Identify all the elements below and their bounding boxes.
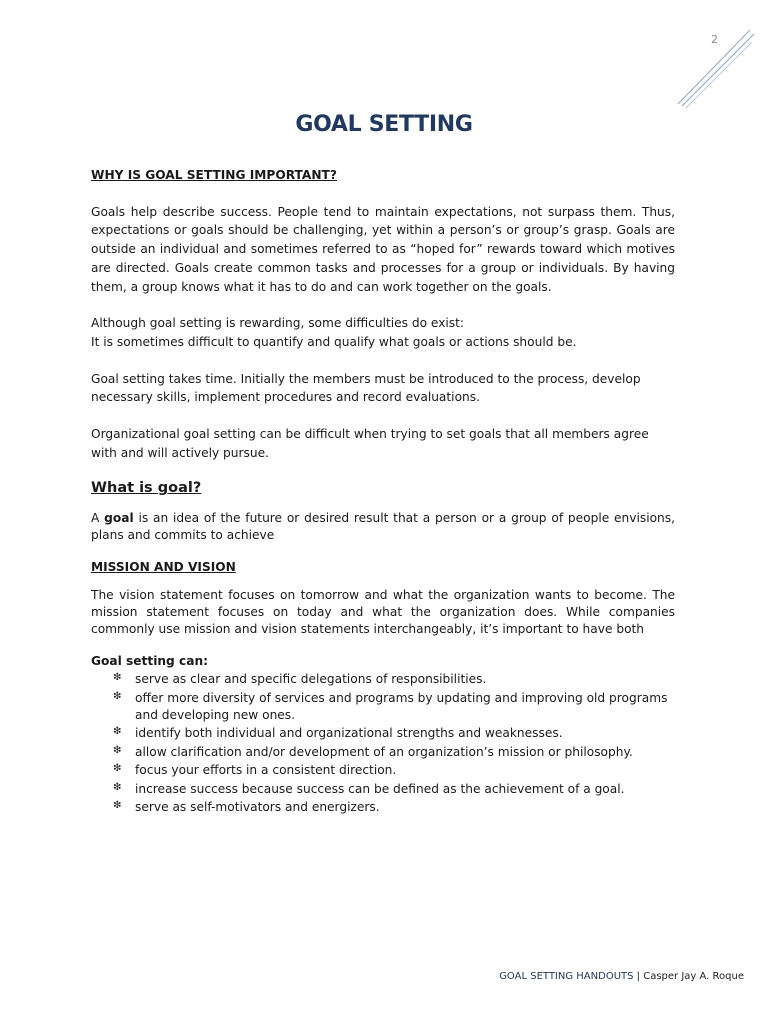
why-paragraph-1: Goals help describe success. People tend to maintain expectations, not surpass them. Thus, expectations or goals should be challenging, yet within a person’s or group’s grasp. Goals are outside an individual and sometimes referred to as “hoped for” rewards toward which motives are directed. Goals create common tasks and processes for a group or individuals. By having them, a group knows what it has to do and can work together on the goals. [91,204,675,294]
list-item-text: focus your efforts in a consistent direction. [135,763,397,778]
bullet-icon: ❇ [113,691,122,703]
list-item [113,690,675,723]
goal-definition [91,510,675,544]
footer-separator: | [636,971,641,982]
footer-title: GOAL SETTING HANDOUTS [499,971,634,982]
goal-definition-prefix: A [91,511,105,526]
list-item [113,725,675,742]
list-item-text: increase success because success can be defined as the achievement of a goal. [135,781,625,796]
list-item [113,799,675,816]
list-item-text: identify both individual and organizational strengths and weaknesses. [135,726,563,741]
list-item-text: serve as clear and specific delegations of responsibilities. [135,671,487,686]
bullet-icon: ❇ [113,781,122,793]
mission-heading: MISSION AND VISION [91,560,236,575]
bullet-icon: ❇ [113,763,122,775]
why-paragraph-3: Goal setting takes time. Initially the members must be introduced to the process, develop necessary skills, implement procedures and record evaluations. [91,371,641,405]
list-item [113,744,675,761]
bullet-icon: ❇ [113,744,122,756]
what-is-goal-heading: What is goal? [91,480,202,497]
goal-setting-can-heading: Goal setting can: [91,653,209,668]
footer-author: Casper Jay A. Roque [643,971,744,982]
corner-decoration [672,26,756,110]
bullet-icon: ❇ [113,671,122,683]
difficulties-intro: Although goal setting is rewarding, some difficulties do exist: [91,316,465,331]
list-item [113,671,675,688]
goal-setting-list [91,671,675,816]
goal-definition-text: is an idea of the future or desired result that a person or a group of people envisions, plans and commits to achieve [91,511,675,543]
list-item [113,781,675,798]
list-item-text: offer more diversity of services and programs by updating and improving old programs and developing new ones. [135,691,668,722]
bullet-icon: ❇ [113,800,122,812]
list-item-text: allow clarification and/or development of an organization’s mission or philosophy. [135,744,633,759]
page-footer [499,971,744,982]
list-item [113,762,675,779]
bullet-icon: ❇ [113,726,122,738]
list-item-text: serve as self-motivators and energizers. [135,800,380,815]
page-title: GOAL SETTING [295,111,473,137]
mission-paragraph: The vision statement focuses on tomorrow and what the organization wants to become. The mission statement focuses on today and what the organization does. While companies commonly use mission and vision statements interchangeably, it’s important to have both [91,587,675,636]
page-number: 2 [711,33,718,46]
document-body [91,166,675,816]
goal-definition-term: goal [104,511,134,526]
difficulties-line: It is sometimes difficult to quantify and qualify what goals or actions should be. [91,334,577,349]
why-heading: WHY IS GOAL SETTING IMPORTANT? [91,168,337,182]
why-paragraph-4: Organizational goal setting can be difficult when trying to set goals that all members agree with and will actively pursue. [91,427,649,460]
